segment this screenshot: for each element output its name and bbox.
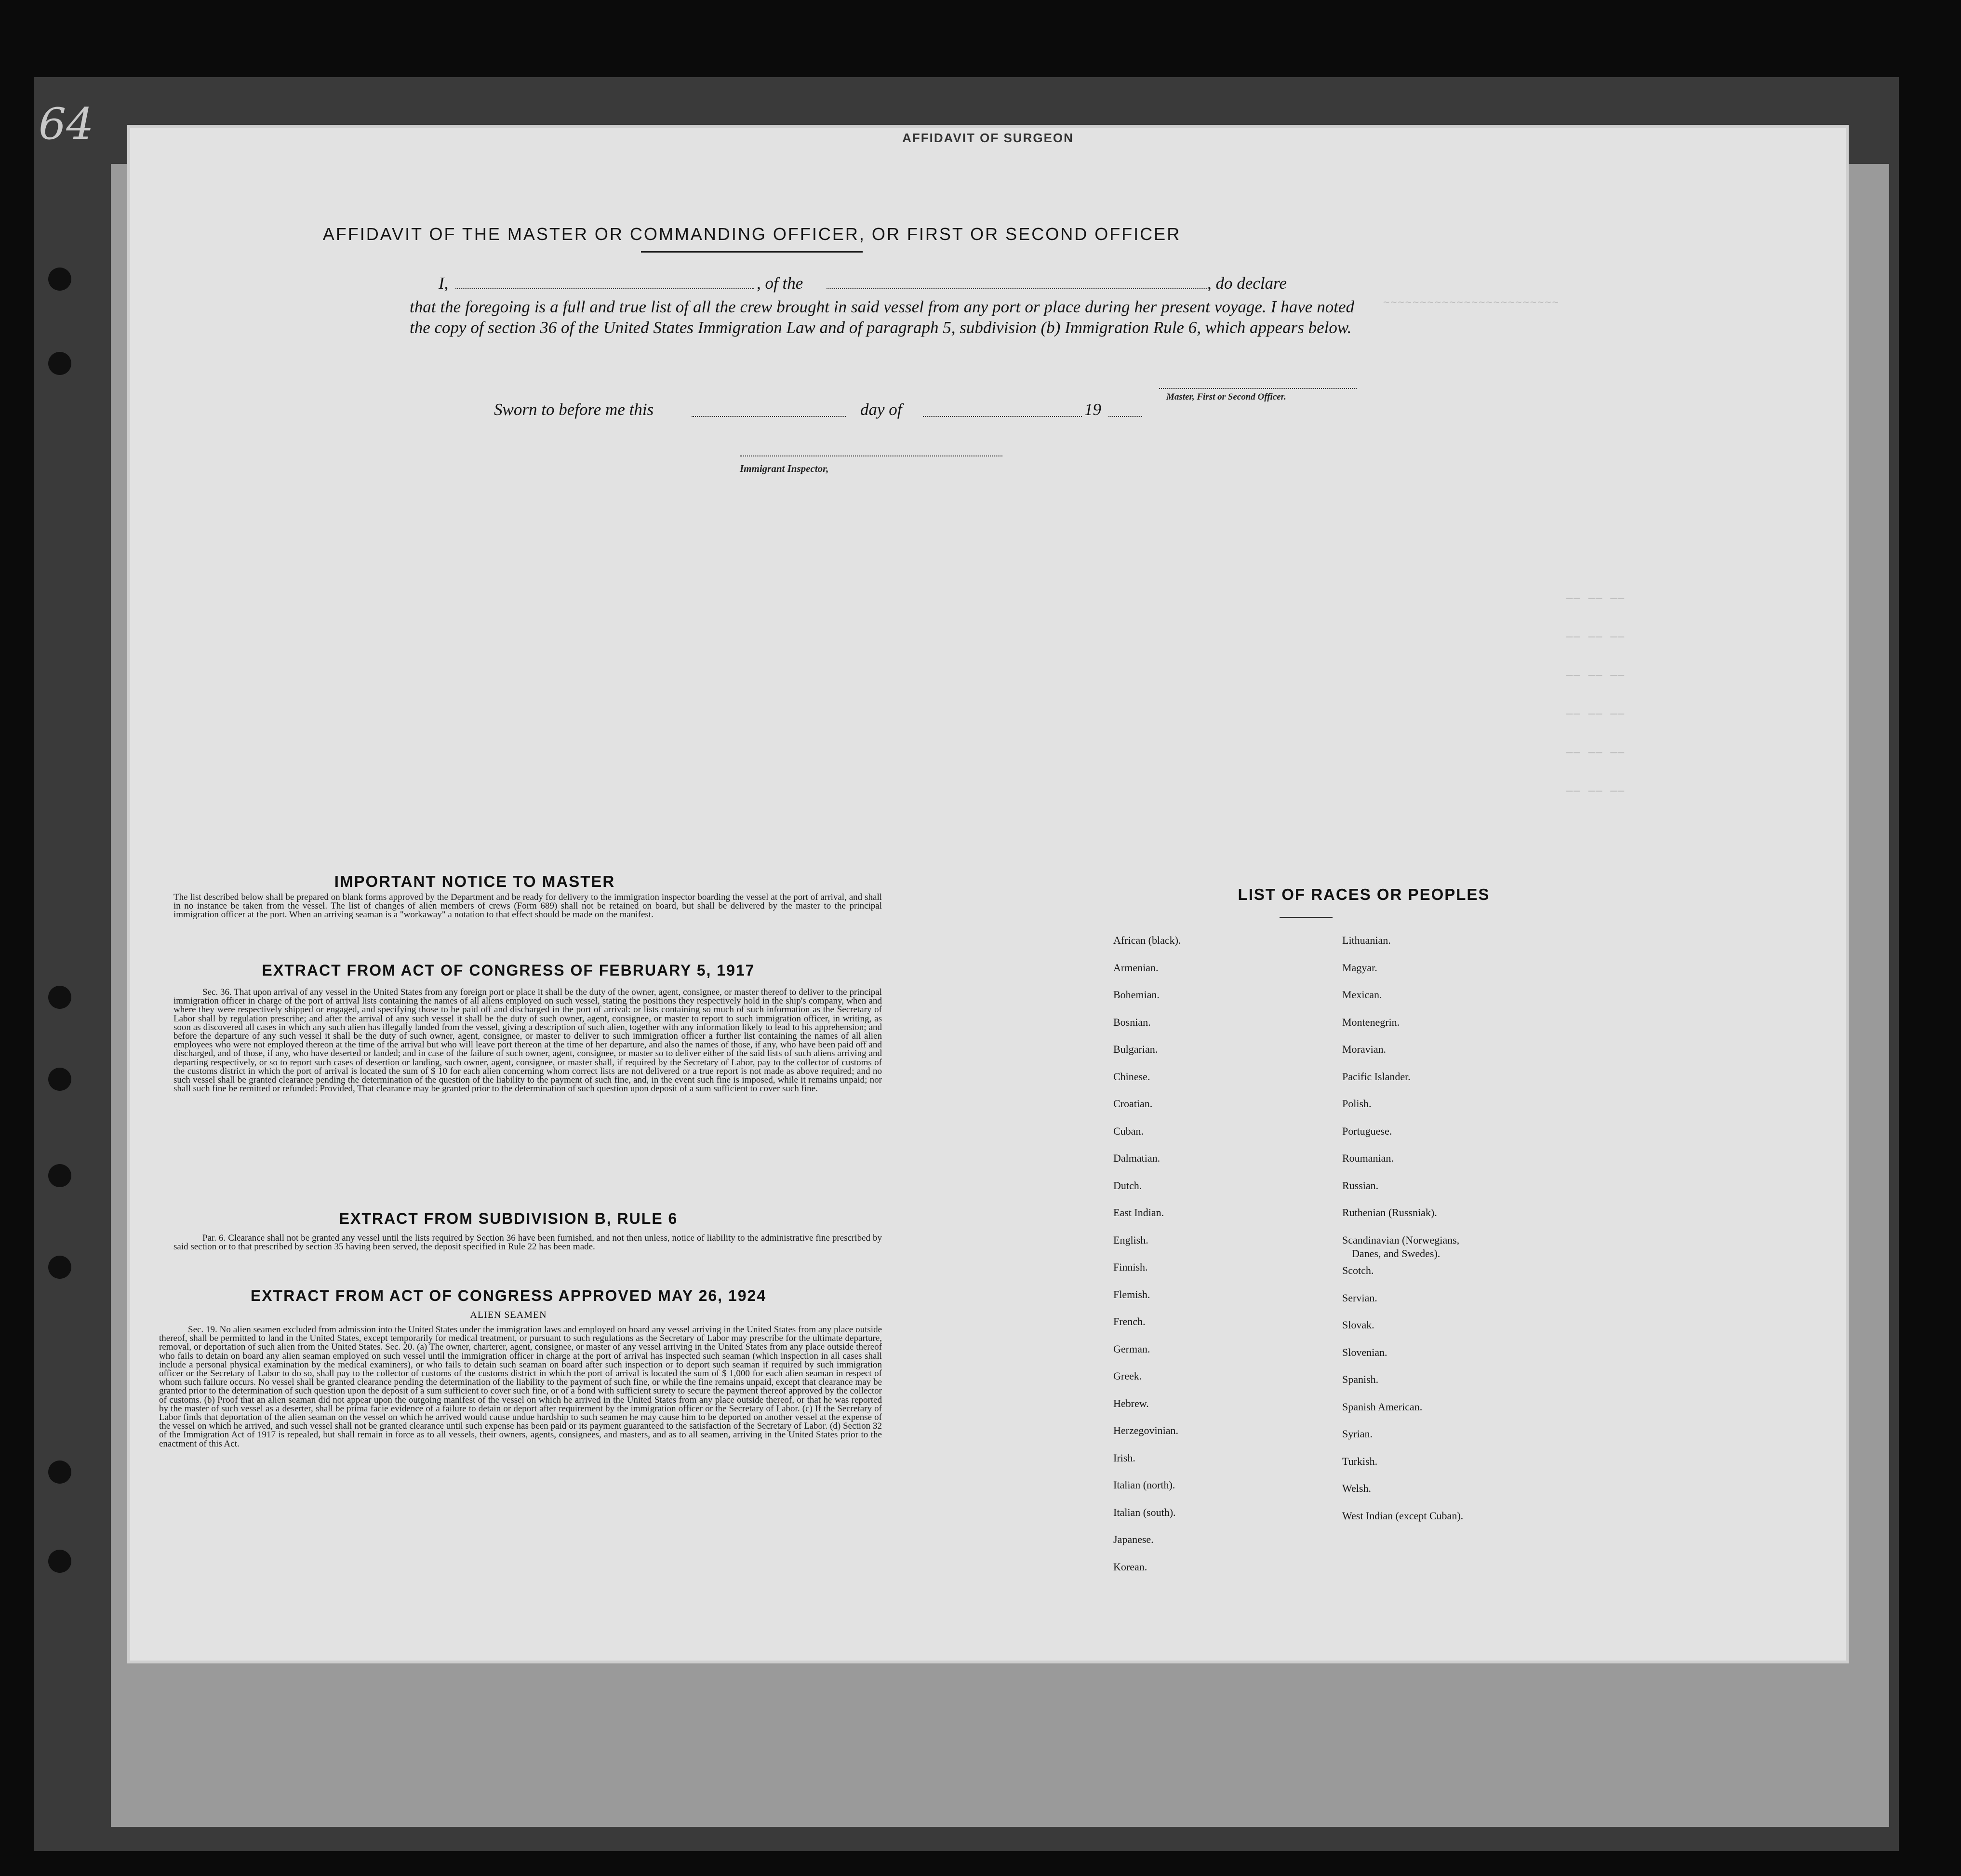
race-entry: Japanese. [1113, 1533, 1154, 1545]
race-entry: Turkish. [1342, 1455, 1378, 1467]
race-entry: Slovak. [1342, 1319, 1374, 1331]
race-entry: African (black). [1113, 934, 1181, 946]
race-entry: Mexican. [1342, 989, 1382, 1001]
notice-title: IMPORTANT NOTICE TO MASTER [334, 872, 615, 890]
bleed-through-text: ── ── ── [1566, 747, 1625, 759]
race-entry: Lithuanian. [1342, 934, 1391, 946]
punch-hole [48, 1164, 71, 1187]
day-of-label: day of [860, 400, 902, 419]
inspector-label: Immigrant Inspector, [740, 463, 829, 474]
race-entry: Herzegovinian. [1113, 1424, 1178, 1436]
punch-hole [48, 1068, 71, 1091]
bleed-through-text: ── ── ── [1566, 670, 1625, 682]
punch-hole [48, 268, 71, 291]
bleed-through-text: ── ── ── [1566, 593, 1625, 605]
race-entry: Servian. [1342, 1291, 1377, 1304]
race-entry: Syrian. [1342, 1428, 1373, 1440]
race-entry: Italian (north). [1113, 1479, 1175, 1491]
master-signature-label: Master, First or Second Officer. [1166, 392, 1286, 402]
race-entry: Irish. [1113, 1451, 1135, 1464]
punch-hole [48, 1256, 71, 1279]
declaration-i: I, [439, 274, 449, 293]
race-entry: Armenian. [1113, 961, 1159, 974]
year-prefix: 19 [1084, 400, 1101, 419]
race-entry: East Indian. [1113, 1206, 1164, 1219]
surgeon-affidavit-header: AFFIDAVIT OF SURGEON [902, 131, 1074, 145]
races-title: LIST OF RACES OR PEOPLES [1238, 885, 1490, 903]
race-entry: Korean. [1113, 1560, 1147, 1573]
race-entry: Chinese. [1113, 1070, 1150, 1083]
name-blank[interactable] [455, 288, 754, 289]
master-signature-line[interactable] [1159, 388, 1357, 389]
race-entry: Welsh. [1342, 1482, 1371, 1494]
race-entry: Dutch. [1113, 1179, 1142, 1192]
alien-seamen-subtitle: ALIEN SEAMEN [470, 1310, 547, 1320]
race-entry: Greek. [1113, 1370, 1142, 1382]
race-entry: Ruthenian (Russniak). [1342, 1206, 1437, 1219]
sworn-text: Sworn to before me this [494, 400, 654, 419]
race-entry: Spanish American. [1342, 1400, 1423, 1413]
race-entry: German. [1113, 1342, 1150, 1355]
race-entry: Pacific Islander. [1342, 1070, 1411, 1083]
race-entry: Croatian. [1113, 1098, 1153, 1110]
race-entry: Scandinavian (Norwegians, [1342, 1233, 1460, 1246]
declaration-of-the: , of the [757, 274, 803, 293]
extract-1917-title: EXTRACT FROM ACT OF CONGRESS OF FEBRUARY 5, 1917 [262, 962, 755, 979]
vessel-blank[interactable] [827, 288, 1207, 289]
declaration-body: that the foregoing is a full and true list of all the crew brought in said vessel from any port or place during her present voyage. I have noted the copy of section 36 of the United States Immigration Law and of paragraph 5, subdivision (b) Immigration Rule 6, which appears below. [410, 297, 1354, 337]
race-entry: Danes, and Swedes). [1352, 1247, 1441, 1260]
race-entry: Cuban. [1113, 1125, 1144, 1137]
handwritten-frame-number: 64 [39, 99, 94, 149]
race-entry: Bosnian. [1113, 1016, 1151, 1028]
race-entry: Hebrew. [1113, 1397, 1149, 1409]
race-entry: Roumanian. [1342, 1152, 1394, 1164]
extract-1924-body: Sec. 19. No alien seamen excluded from admission into the United States under the immigration laws and employed on board any vessel arriving in the United States from any place outside thereof, shall be permitted to land in the United States, except temporarily for medical treatment, or pursuant to such regulations as the Secretary of Labor may prescribe for the ultimate departure, removal, or deportation of such alien from the United States. Sec. 20. (a) The owner, charterer, agent, consignee, or master of any vessel arriving in the United States from any place outside thereof who fails to detain on board any alien seaman employed on such vessel until the immigration officer in charge at the port of arrival has inspected such seaman (which inspection in all cases shall include a personal physical examination by the medical examiners), or who fails to detain such seaman on board after such inspection or to deport such seaman if required by such immigration officer or the Secretary of Labor to do so, shall pay to the collector of customs of the customs district in which the port of arrival is located the sum of $ 1,000 for each alien seaman in respect of whom such failure occurs. No vessel shall be granted clearance pending the determination of the liability to the payment of such fine, or while the fine remains unpaid, except that clearance may be granted prior to the determination of such question upon the deposit of a sum sufficient to cover such fine, or of a bond with sufficient surety to secure the payment thereof approved by the collector of customs. (b) Proof that an alien seaman did not appear upon the outgoing manifest of the vessel on which he arrived in the United States from any place outside thereof, or that he was reported by the master of such vessel as a deserter, shall be prima facie evidence of a failure to detain or deport after requirement by the immigration officer or the Secretary of Labor. (c) If the Secretary of Labor finds that deportation of the alien seaman on the vessel on which he arrived would cause undue hardship to such seamen he may cause him to be deported on another vessel at the expense of the vessel on which he arrived, and such vessel shall not be granted clearance until such expense has been paid or its payment guaranteed to the satisfaction of the Secretary of Labor. (d) Section 32 of the Immigration Act of 1917 is repealed, but shall remain in force as to all vessels, their owners, agents, consignees, and masters, and as to all seamen, arriving in the United States prior to the enactment of this Act. [159, 1325, 882, 1449]
declaration-do-declare: , do declare [1207, 274, 1287, 293]
extract-1917-body: Sec. 36. That upon arrival of any vessel in the United States from any foreign port or place it shall be the duty of the owner, agent, consignee, or master thereof to deliver to the principal immigration officer in charge of the port of arrival lists containing the names of all aliens employed on such vessel, stating the positions they respectively hold in the ship's company, when and where they were respectively shipped or engaged, and specifying those to be paid off and discharged in the port of arrival: or lists containing so much of such information as the Secretary of Labor shall by regulation prescribe; and after the arrival of any such vessel it shall be the duty of such owner, agent, consignee, or master to report to such immigration officer, in writing, as soon as discovered all cases in which any such alien has illegally landed from the vessel, giving a description of such alien, together with any information likely to lead to his apprehension; and before the departure of any such vessel it shall be the duty of such owner, agent, consignee, or master to deliver to such immigration officer a further list containing the names of all alien employees who were not employed thereon at the time of the arrival but who will leave port thereon at the time of her departure, and also the names of those, if any, who have been paid off and discharged, and of those, if any, who have deserted or landed; and in case of the failure of such owner, agent, consignee, or master so to deliver either of the said lists of such aliens arriving and departing respectively, or so to report such cases of desertion or landing, such owner, agent, consignee, or master shall, if required by the Secretary of Labor, pay to the collector of customs of the customs district in which the port of arrival is located the sum of $ 10 for each alien concerning whom correct lists are not delivered or a true report is not made as above required; and no such vessel shall be granted clearance pending the determination of the question of the liability to the payment of such fine, and, in the event such fine is imposed, while it remains unpaid; nor shall such fine be remitted or refunded: Provided, That clearance may be granted prior to the determination of such question upon deposit of a sum sufficient to cover such fine. [173, 987, 882, 1094]
race-entry: Bohemian. [1113, 989, 1160, 1001]
punch-hole [48, 1550, 71, 1573]
notice-body: The list described below shall be prepared on blank forms approved by the Department and be ready for delivery to the immigration inspector boarding the vessel at the port of arrival, and shall in no instance be taken from the vessel. The list of changes of alien members of crews (Form 689) shall not be retained on board, but shall be delivered by the master to the principal immigration officer at the port. When an arriving seaman is a "workaway" a notation to that effect should be made on the manifest. [173, 892, 882, 920]
race-entry: Slovenian. [1342, 1346, 1387, 1358]
race-entry: Moravian. [1342, 1043, 1387, 1055]
bleed-through-text: ── ── ── [1566, 709, 1625, 721]
bleed-through-text: ── ── ── [1566, 631, 1625, 643]
races-title-underline [1280, 917, 1333, 918]
race-entry: English. [1113, 1233, 1148, 1246]
title-underline [641, 251, 863, 253]
race-entry: Italian (south). [1113, 1506, 1176, 1518]
race-entry: Polish. [1342, 1098, 1372, 1110]
race-entry: Bulgarian. [1113, 1043, 1158, 1055]
races-right-column [1342, 934, 1463, 1537]
bleed-through-text: ~~~~~~~~~~~~~~~~~~~~~~~~ [1383, 296, 1560, 308]
race-entry: Dalmatian. [1113, 1152, 1161, 1164]
extract-rule6-title: EXTRACT FROM SUBDIVISION B, RULE 6 [339, 1210, 678, 1227]
manifest-page [130, 128, 1846, 1661]
race-entry: Flemish. [1113, 1288, 1150, 1300]
punch-hole [48, 352, 71, 375]
sworn-day-blank[interactable] [692, 416, 846, 417]
race-entry: French. [1113, 1315, 1146, 1327]
race-entry: Spanish. [1342, 1373, 1379, 1385]
race-entry: Finnish. [1113, 1261, 1148, 1273]
extract-rule6-body: Par. 6. Clearance shall not be granted any vessel until the lists required by Section 36 have been furnished, and not then unless, notice of liability to the administrative fine prescribed by said section or to that prescribed by section 35 having been served, the deposit specified in Rule 22 has been made. [173, 1233, 882, 1252]
extract-1924-title: EXTRACT FROM ACT OF CONGRESS APPROVED MAY 26, 1924 [250, 1287, 767, 1304]
month-blank[interactable] [923, 416, 1082, 417]
year-blank[interactable] [1108, 416, 1142, 417]
races-left-column [1113, 934, 1181, 1588]
bleed-through-text: ── ── ── [1566, 786, 1625, 798]
affidavit-title: AFFIDAVIT OF THE MASTER OR COMMANDING OFFICER, OR FIRST OR SECOND OFFICER [322, 224, 1181, 244]
punch-hole [48, 1461, 71, 1484]
race-entry: Russian. [1342, 1179, 1379, 1192]
race-entry: Magyar. [1342, 961, 1377, 974]
race-entry: Portuguese. [1342, 1125, 1392, 1137]
race-entry: Scotch. [1342, 1264, 1374, 1276]
punch-hole [48, 986, 71, 1009]
race-entry: Montenegrin. [1342, 1016, 1400, 1028]
race-entry: West Indian (except Cuban). [1342, 1509, 1464, 1522]
